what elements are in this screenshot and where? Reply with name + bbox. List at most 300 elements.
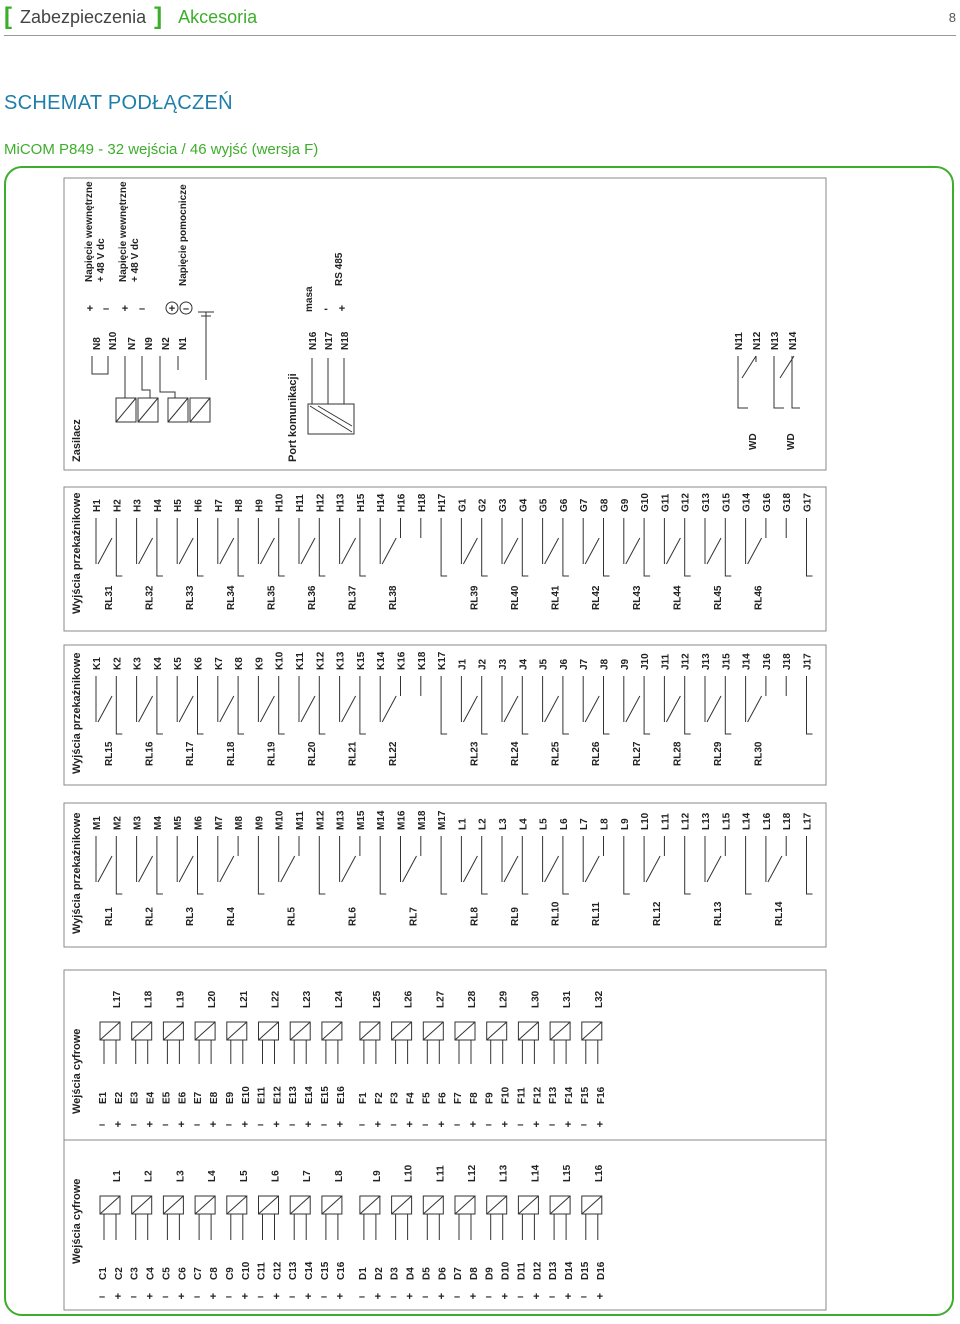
relay-label: RL35 — [266, 585, 278, 610]
supply-wire — [142, 356, 150, 398]
input-label: L6 — [270, 1170, 282, 1182]
terminal-label: D7 — [453, 1267, 464, 1280]
internal-voltage-label: Napięcie wewnętrzne — [84, 181, 95, 282]
input-label: L22 — [270, 990, 282, 1008]
input-opto-diag — [163, 1196, 183, 1214]
relay-return — [441, 538, 447, 576]
terminal-label: N12 — [752, 331, 763, 350]
terminal-label: H8 — [234, 499, 246, 512]
terminal-label: L18 — [782, 812, 794, 830]
input-label: L21 — [238, 990, 250, 1008]
terminal-label: M11 — [295, 811, 306, 830]
relay-label: RL15 — [104, 741, 115, 766]
page-title: SCHEMAT PODŁĄCZEŃ — [4, 92, 233, 114]
terminal-label: D12 — [532, 1261, 544, 1280]
relay-label: RL3 — [185, 907, 197, 926]
terminal-label: E11 — [256, 1086, 268, 1104]
terminal-label: K14 — [376, 651, 388, 670]
relay-return — [482, 856, 488, 894]
terminal-label: L2 — [477, 818, 489, 830]
input-opto-diag — [259, 1196, 279, 1214]
terminal-label: E5 — [161, 1091, 173, 1104]
relay-return — [279, 538, 285, 576]
terminal-label: H4 — [152, 499, 164, 512]
plus-sign: + — [241, 1291, 249, 1303]
relay-return — [198, 856, 204, 894]
watchdog-label: WD — [786, 433, 797, 450]
terminal-label: H15 — [355, 493, 367, 512]
terminal-label: E2 — [114, 1091, 125, 1104]
comm-port-diag — [318, 406, 352, 426]
relay-contact — [626, 696, 640, 722]
input-label: L29 — [498, 990, 510, 1008]
terminal-label: F16 — [595, 1086, 607, 1104]
input-label: L31 — [562, 990, 574, 1008]
terminal-label: M16 — [396, 810, 408, 830]
plus-sign: + — [304, 1291, 312, 1303]
relay-return — [807, 856, 813, 894]
relay-contact — [463, 538, 477, 564]
terminal-label: F15 — [579, 1086, 591, 1104]
terminal-label: K9 — [254, 657, 266, 670]
relay-label: RL7 — [408, 907, 420, 926]
terminal-label: J11 — [660, 653, 672, 670]
input-label: L26 — [403, 990, 415, 1008]
terminal-label: D9 — [484, 1267, 496, 1280]
minus-sign: – — [358, 1291, 365, 1303]
relay-contact — [768, 856, 782, 882]
relay-return — [685, 696, 691, 734]
terminal-label: K17 — [437, 651, 449, 670]
terminal-label: H1 — [92, 499, 103, 512]
relay-contact — [463, 696, 477, 722]
terminal-label: F9 — [484, 1092, 496, 1104]
input-opto-diag — [360, 1022, 380, 1040]
plus-sign: + — [533, 1291, 540, 1303]
plus-sign: + — [336, 1291, 344, 1303]
watchdog-wire — [774, 356, 784, 408]
input-label: L1 — [112, 1170, 123, 1182]
terminal-label: G12 — [680, 493, 692, 512]
terminal-label: G14 — [741, 493, 753, 512]
relay-return — [319, 696, 325, 734]
watchdog-wire — [738, 356, 748, 408]
relay-label: RL8 — [469, 907, 481, 926]
input-opto-diag — [392, 1196, 412, 1214]
terminal-label: D4 — [405, 1267, 417, 1280]
input-label: L30 — [530, 990, 542, 1008]
plus-sign: + — [406, 1291, 413, 1303]
minus-sign: – — [422, 1291, 429, 1303]
relay-return — [198, 538, 204, 576]
terminal-label: M4 — [152, 816, 164, 830]
relay-contact — [382, 696, 396, 722]
relay-return — [238, 538, 244, 576]
relay-label: RL26 — [591, 741, 603, 766]
relay-contact — [98, 856, 112, 882]
terminal-label: C2 — [114, 1267, 125, 1280]
relay-label: RL10 — [550, 901, 562, 926]
terminal-label: K16 — [396, 651, 408, 670]
relay-label: RL24 — [510, 741, 521, 766]
relay-contact — [646, 856, 660, 882]
terminal-label: H2 — [112, 499, 124, 512]
terminal-label: M14 — [376, 810, 388, 830]
terminal-label: F1 — [357, 1092, 369, 1104]
relay-label: RL22 — [388, 741, 400, 766]
relay-return — [482, 538, 488, 576]
relay-contact — [585, 538, 599, 564]
terminal-label: G18 — [782, 493, 794, 512]
plus-sign: + — [374, 1291, 382, 1303]
input-label: L9 — [371, 1170, 383, 1182]
terminal-label: C14 — [304, 1261, 316, 1280]
input-opto-diag — [163, 1022, 183, 1040]
relay-contact — [98, 696, 112, 722]
plus-sign: + — [273, 1119, 280, 1131]
terminal-label: H5 — [173, 499, 185, 512]
relay-contact — [179, 538, 193, 564]
rs485-label: RS 485 — [334, 252, 345, 286]
terminal-label: F7 — [453, 1092, 464, 1104]
terminal-label: E13 — [288, 1086, 300, 1104]
terminal-label: E9 — [224, 1091, 236, 1104]
terminal-label: H12 — [315, 493, 327, 512]
terminal-label: J10 — [640, 653, 652, 670]
terminal-label: K7 — [213, 657, 225, 670]
relay-label: RL23 — [469, 741, 481, 766]
input-opto-diag — [195, 1022, 215, 1040]
input-label: L8 — [333, 1170, 345, 1182]
input-label: L25 — [371, 990, 383, 1008]
terminal-label: C12 — [272, 1261, 284, 1280]
terminal-label: L15 — [721, 812, 733, 830]
minus-sign: – — [485, 1291, 492, 1303]
terminal-label: H9 — [254, 499, 266, 512]
polarity-sign: + — [86, 303, 94, 315]
terminal-label: L9 — [619, 818, 631, 830]
minus-sign: – — [130, 1291, 137, 1303]
minus-sign: – — [194, 1119, 201, 1131]
terminal-label: G10 — [640, 493, 652, 512]
relay-contact — [139, 538, 153, 564]
relay-label: RL28 — [672, 741, 684, 766]
plus-sign: + — [469, 1119, 477, 1131]
input-opto-diag — [322, 1022, 342, 1040]
relay-contact — [504, 538, 518, 564]
plus-sign: + — [564, 1291, 572, 1303]
relay-return — [116, 856, 122, 894]
relay-contact — [342, 696, 356, 722]
terminal-label: M8 — [234, 816, 246, 830]
minus-sign: – — [320, 1119, 327, 1131]
input-label: L18 — [143, 990, 155, 1008]
terminal-label: D1 — [357, 1267, 369, 1280]
relay-contact — [139, 696, 153, 722]
terminal-label: F3 — [389, 1092, 401, 1104]
terminal-label: J9 — [619, 658, 631, 670]
relay-return — [380, 856, 386, 894]
relay-return — [807, 538, 813, 576]
terminal-label: C10 — [240, 1261, 252, 1280]
terminal-label: G6 — [558, 498, 570, 512]
terminal-label: H10 — [274, 493, 286, 512]
minus-sign: – — [194, 1291, 201, 1303]
input-opto-diag — [132, 1196, 152, 1214]
input-label: L11 — [435, 1165, 447, 1182]
terminal-label: E7 — [193, 1091, 205, 1104]
plus-sign: + — [438, 1119, 445, 1131]
input-opto-diag — [455, 1196, 475, 1214]
relay-label: RL32 — [144, 585, 156, 610]
terminal-label: C8 — [209, 1267, 221, 1280]
input-label: L12 — [467, 1164, 478, 1182]
terminal-label: N18 — [340, 331, 351, 350]
plus-sign: + — [209, 1119, 217, 1131]
terminal-label: G4 — [518, 498, 530, 512]
section-name: Zabezpieczenia — [20, 6, 147, 27]
subsection-name: Akcesoria — [178, 6, 258, 27]
page-number: 8 — [948, 10, 956, 25]
minus-sign: – — [257, 1291, 264, 1303]
relay-contact — [260, 696, 274, 722]
relay-contact — [707, 538, 721, 564]
input-opto-diag — [487, 1196, 507, 1214]
converter-diag — [168, 398, 188, 422]
terminal-label: G7 — [579, 498, 591, 512]
minus-sign: – — [162, 1119, 169, 1131]
relay-label: RL9 — [510, 907, 521, 926]
terminal-label: G9 — [619, 498, 631, 512]
page-subtitle: MiCOM P849 - 32 wejścia / 46 wyjść (wersja F) — [4, 141, 319, 158]
terminal-label: K15 — [355, 651, 367, 670]
minus-sign: – — [580, 1291, 587, 1303]
relay-return — [360, 696, 366, 734]
comm-port-title: Port komunikacji — [287, 373, 299, 462]
terminal-label: M3 — [132, 816, 144, 830]
terminal-label: G5 — [538, 498, 550, 512]
terminal-label: E6 — [177, 1091, 189, 1104]
input-opto-diag — [227, 1196, 247, 1214]
terminal-label: M15 — [355, 810, 367, 830]
terminal-label: K10 — [274, 651, 286, 670]
input-label: L5 — [238, 1170, 250, 1182]
terminal-label: G16 — [761, 493, 773, 512]
terminal-label: F4 — [405, 1092, 417, 1104]
relay-label: RL13 — [713, 901, 724, 926]
relay-contact — [382, 538, 396, 564]
input-label: L4 — [207, 1170, 219, 1182]
relay-return — [563, 696, 569, 734]
input-label: L13 — [498, 1164, 510, 1182]
relay-return — [563, 856, 569, 894]
relay-return — [604, 538, 610, 576]
minus-sign: – — [390, 1291, 397, 1303]
input-label: L27 — [435, 990, 447, 1008]
comm-sign: - — [324, 303, 328, 315]
terminal-label: H3 — [132, 499, 144, 512]
terminal-label: E15 — [319, 1086, 331, 1104]
terminal-label: N14 — [788, 331, 799, 350]
relay-return — [746, 856, 752, 894]
bracket-close-icon: ] — [154, 3, 163, 30]
plus-sign: + — [146, 1291, 153, 1303]
polarity-sign: – — [138, 303, 146, 315]
power-section-title: Zasilacz — [71, 419, 83, 462]
plus-sign: + — [501, 1119, 508, 1131]
terminal-label: J5 — [538, 658, 550, 670]
relay-return — [644, 538, 650, 576]
relay-label: RL46 — [753, 585, 765, 610]
converter-diag — [138, 398, 158, 422]
relay-label: RL45 — [713, 585, 724, 610]
input-label: L3 — [175, 1170, 187, 1182]
relay-panel-title: Wyjścia przekaźnikowe — [71, 492, 83, 614]
terminal-label: L3 — [498, 818, 509, 830]
minus-sign: – — [225, 1291, 232, 1303]
input-label: L23 — [302, 990, 314, 1008]
relay-label: RL34 — [225, 585, 237, 610]
terminal-label: C15 — [319, 1261, 331, 1280]
relay-label: RL1 — [104, 907, 115, 926]
input-label: L28 — [467, 990, 478, 1008]
internal-voltage-value: + 48 V dc — [130, 238, 141, 282]
input-opto-diag — [455, 1022, 475, 1040]
terminal-label: J17 — [802, 653, 814, 670]
terminal-label: F12 — [532, 1086, 544, 1104]
terminal-label: G15 — [721, 493, 733, 512]
terminal-label: F11 — [516, 1087, 528, 1104]
relay-contact — [545, 856, 559, 882]
input-opto-diag — [582, 1196, 602, 1214]
input-label: L14 — [530, 1164, 542, 1182]
terminal-label: F8 — [469, 1092, 480, 1104]
input-opto-diag — [423, 1022, 443, 1040]
terminal-label: K18 — [416, 651, 428, 670]
terminal-label: G11 — [660, 493, 672, 512]
terminal-label: M6 — [193, 816, 205, 830]
relay-return — [482, 696, 488, 734]
terminal-label: F2 — [373, 1092, 385, 1104]
input-opto-diag — [550, 1196, 570, 1214]
terminal-label: M2 — [112, 816, 124, 830]
terminal-label: J6 — [558, 658, 570, 670]
plus-sign: + — [336, 1119, 344, 1131]
minus-sign: – — [182, 303, 190, 315]
relay-return — [563, 538, 569, 576]
input-opto-diag — [518, 1022, 538, 1040]
terminal-label: C13 — [288, 1261, 300, 1280]
terminal-label: D6 — [437, 1267, 449, 1280]
minus-sign: – — [289, 1119, 296, 1131]
terminal-label: H18 — [416, 493, 428, 512]
minus-sign: – — [257, 1119, 264, 1131]
input-opto-diag — [100, 1196, 120, 1214]
input-opto-diag — [290, 1022, 310, 1040]
terminal-label: C7 — [193, 1267, 205, 1280]
terminal-label: N10 — [108, 331, 119, 350]
relay-label: RL25 — [550, 741, 562, 766]
input-opto-diag — [195, 1196, 215, 1214]
terminal-label: J18 — [782, 653, 794, 670]
terminal-label: E3 — [129, 1091, 141, 1104]
relay-panel-title: Wyjścia przekaźnikowe — [71, 812, 83, 934]
terminal-label: N9 — [144, 337, 155, 350]
input-label: L32 — [593, 990, 605, 1008]
terminal-label: L6 — [558, 818, 570, 830]
plus-sign: + — [209, 1291, 217, 1303]
terminal-label: C6 — [177, 1267, 189, 1280]
relay-return — [157, 696, 163, 734]
supply-wire — [92, 356, 108, 374]
bracket-open-icon: [ — [4, 3, 12, 30]
minus-sign: – — [549, 1119, 556, 1131]
terminal-label: D15 — [579, 1261, 591, 1280]
terminal-label: K8 — [234, 657, 246, 670]
minus-sign: – — [130, 1119, 137, 1131]
plus-sign: + — [406, 1119, 413, 1131]
terminal-label: D5 — [421, 1267, 433, 1280]
terminal-label: F5 — [421, 1092, 433, 1104]
converter-diag — [190, 398, 210, 422]
terminal-label: L4 — [518, 818, 530, 830]
terminal-label: C11 — [256, 1262, 268, 1280]
watchdog-label: WD — [748, 433, 759, 450]
input-label: L20 — [207, 990, 219, 1008]
relay-contact — [342, 856, 356, 882]
relay-label: RL11 — [591, 902, 603, 926]
relay-label: RL2 — [144, 907, 156, 926]
relay-label: RL33 — [185, 585, 197, 610]
terminal-label: M7 — [213, 816, 225, 830]
terminal-label: D16 — [595, 1261, 607, 1280]
relay-label: RL43 — [631, 585, 643, 610]
terminal-label: H14 — [376, 493, 388, 512]
relay-return — [644, 696, 650, 734]
terminal-label: L16 — [761, 812, 773, 830]
terminal-label: G17 — [802, 493, 814, 512]
terminal-label: K5 — [173, 657, 185, 670]
relay-return — [238, 696, 244, 734]
minus-sign: – — [320, 1291, 327, 1303]
relay-contact — [626, 538, 640, 564]
relay-contact — [260, 538, 274, 564]
terminal-label: L8 — [599, 818, 611, 830]
terminal-label: K1 — [92, 657, 103, 670]
terminal-label: F10 — [500, 1086, 512, 1104]
terminal-label: E1 — [98, 1091, 109, 1104]
plus-sign: + — [374, 1119, 382, 1131]
terminal-label: N16 — [308, 331, 319, 350]
relay-contact — [301, 538, 315, 564]
terminal-label: C4 — [145, 1267, 157, 1280]
minus-sign: – — [162, 1291, 169, 1303]
relay-label: RL31 — [104, 585, 115, 610]
relay-return — [725, 696, 731, 734]
minus-sign: – — [225, 1119, 232, 1131]
relay-return — [441, 856, 447, 894]
terminal-label: L1 — [457, 818, 469, 830]
relay-return — [807, 696, 813, 734]
input-opto-diag — [423, 1196, 443, 1214]
relay-return — [116, 696, 122, 734]
relay-label: RL14 — [773, 901, 785, 926]
terminal-label: C9 — [224, 1267, 236, 1280]
minus-sign: – — [485, 1119, 492, 1131]
relay-contact — [220, 856, 234, 882]
relay-return — [157, 856, 163, 894]
minus-sign: – — [453, 1291, 461, 1303]
